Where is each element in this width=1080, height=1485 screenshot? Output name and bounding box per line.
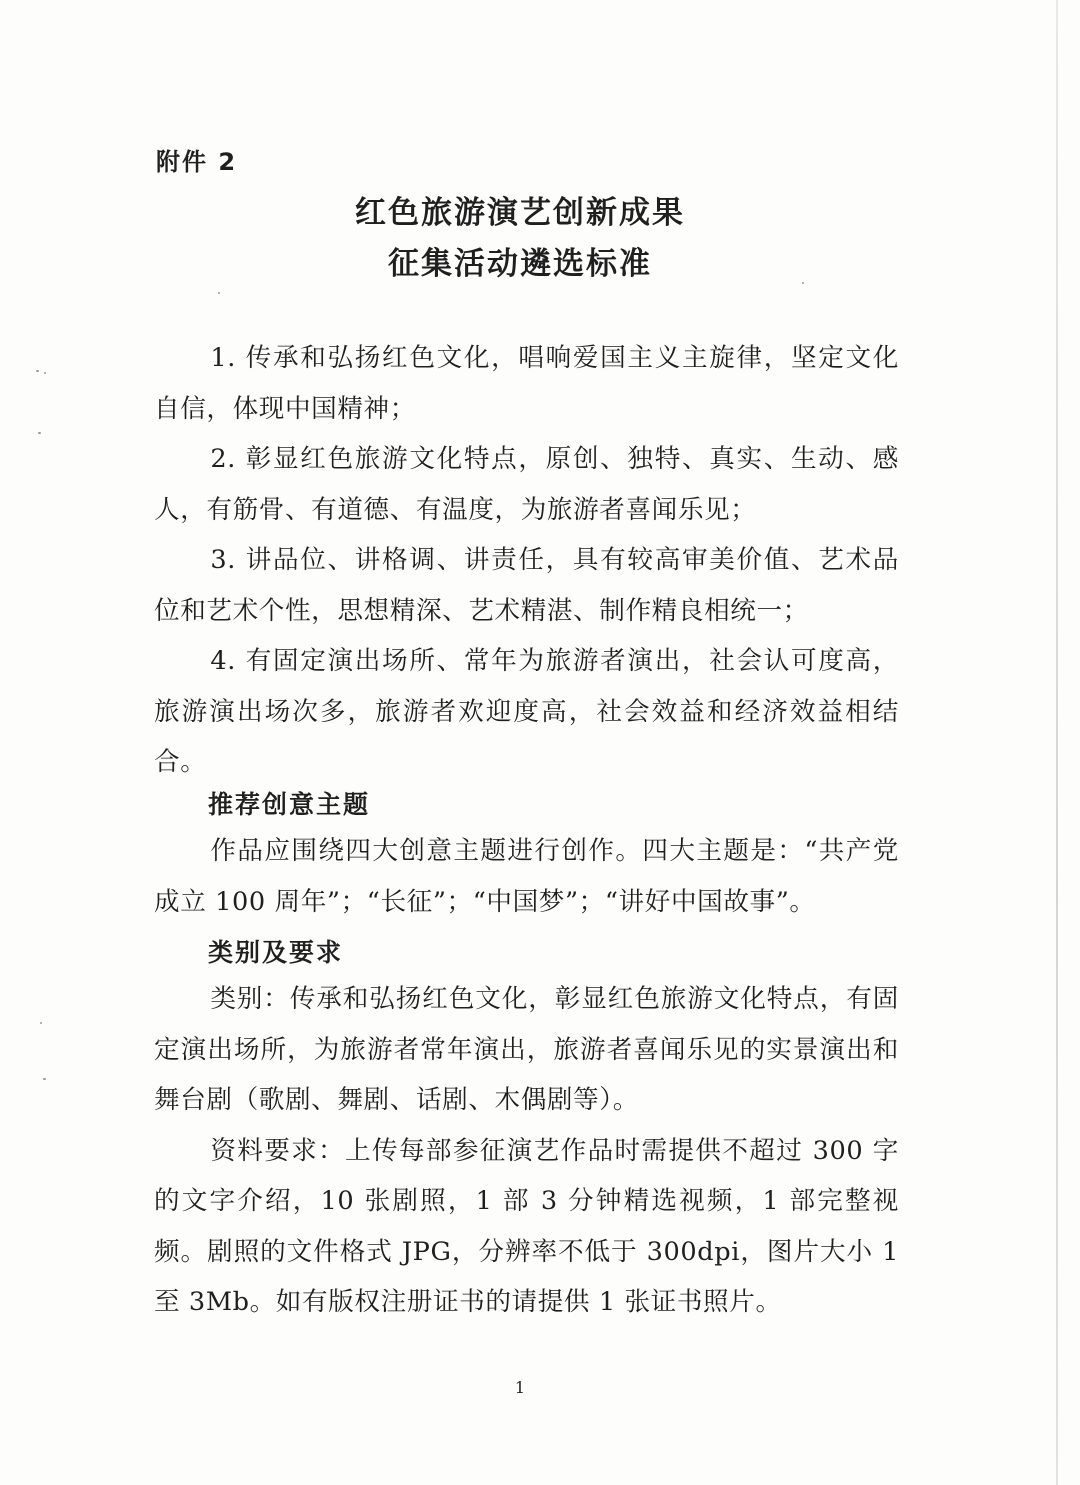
criterion-3: 3. 讲品位、讲格调、讲责任，具有较高审美价值、艺术品位和艺术个性，思想精深、艺术精湛、制作精良相统一； [154,545,899,626]
scan-speck [44,372,46,374]
category-paragraph: 类别：传承和弘扬红色文化，彰显红色旅游文化特点，有固定演出场所，为旅游者常年演出，旅游者喜闻乐见的实景演出和舞台剧（歌剧、舞剧、话剧、木偶剧等）。 [154,984,899,1115]
scan-speck [43,1078,46,1080]
criterion-4: 4. 有固定演出场所、常年为旅游者演出，社会认可度高，旅游演出场次多，旅游者欢迎度高，社会效益和经济效益相结合。 [154,646,899,777]
category-section [154,974,899,1328]
scan-speck [38,432,41,434]
themes-paragraph: 作品应围绕四大创意主题进行创作。四大主题是：“共产党成立 100 周年”；“长征”；“中国梦”；“讲好中国故事”。 [154,836,899,917]
scan-speck [36,370,39,372]
materials-paragraph: 资料要求：上传每部参征演艺作品时需提供不超过 300 字的文字介绍，10 张剧照，1 部 3 分钟精选视频，1 部完整视频。剧照的文件格式 JPG，分辨率不低于 300dpi，图片大小 1 至 3Mb。如有版权注册证书的请提供 1 张证书照片。 [154,1135,899,1317]
criterion-2: 2. 彰显红色旅游文化特点，原创、独特、真实、生动、感人，有筋骨、有道德、有温度，为旅游者喜闻乐见； [154,444,899,525]
themes-heading: 推荐创意主题 [208,790,371,819]
criterion-1: 1. 传承和弘扬红色文化，唱响爱国主义主旋律，坚定文化自信，体现中国精神； [154,343,899,424]
themes-section [154,826,899,927]
scan-edge [1056,0,1058,1485]
scan-speck [40,1022,42,1024]
document-title-line1: 红色旅游演艺创新成果 [355,195,685,231]
attachment-label: 附件 2 [156,148,238,176]
scan-speck [218,292,220,294]
criteria-list [154,333,899,788]
page-number: 1 [514,1378,526,1397]
document-title-line2: 征集活动遴选标准 [388,246,652,282]
category-heading: 类别及要求 [208,938,344,967]
